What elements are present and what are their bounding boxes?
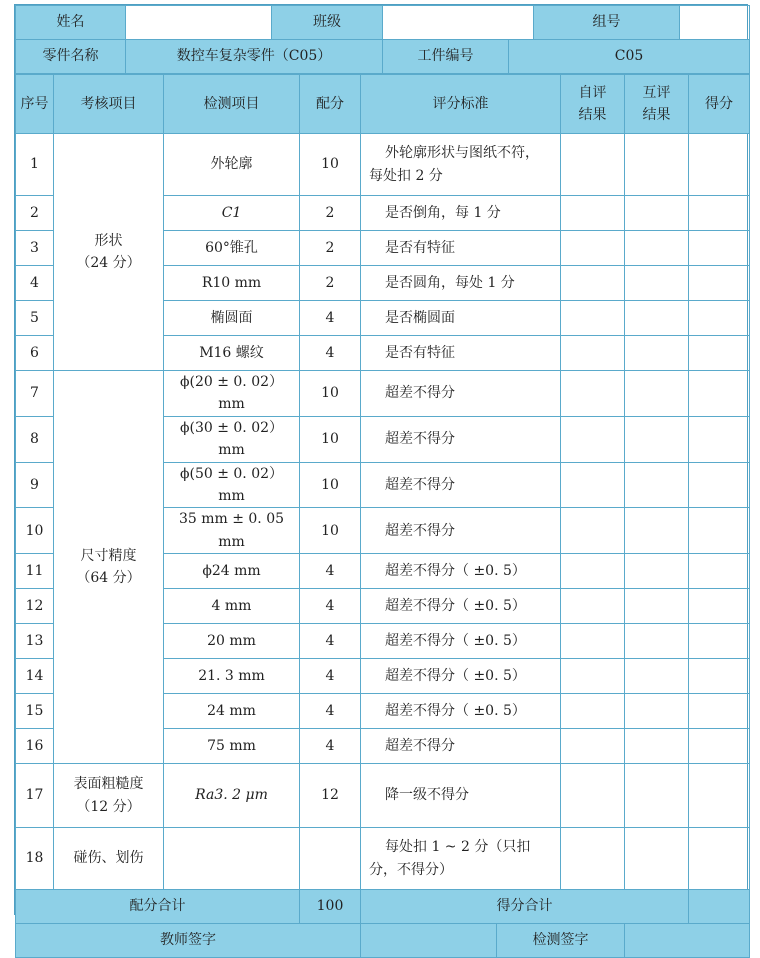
got-score-cell[interactable] <box>689 624 750 659</box>
got-score-cell[interactable] <box>689 508 750 554</box>
teacher-sign-field[interactable] <box>361 924 497 958</box>
got-score-cell[interactable] <box>689 416 750 462</box>
mutual-result-cell[interactable] <box>625 371 689 417</box>
row-detect: R10 mm <box>164 266 300 301</box>
mutual-result-cell[interactable] <box>625 508 689 554</box>
got-score-cell[interactable] <box>689 196 750 231</box>
row-score: 12 <box>300 764 361 828</box>
row-criteria: 超差不得分（ ±0. 5） <box>361 624 561 659</box>
group-damage: 碰伤、划伤 <box>54 828 164 890</box>
row-criteria: 降一级不得分 <box>361 764 561 828</box>
self-result-cell[interactable] <box>561 624 625 659</box>
self-result-cell[interactable] <box>561 729 625 764</box>
row-detect: 24 mm <box>164 694 300 729</box>
got-score-cell[interactable] <box>689 828 750 890</box>
self-result-cell[interactable] <box>561 266 625 301</box>
row-criteria: 是否倒角，每 1 分 <box>361 196 561 231</box>
mutual-result-cell[interactable] <box>625 764 689 828</box>
col-mutual-line1: 互评 <box>642 84 671 101</box>
teacher-sign-label: 教师签字 <box>16 924 361 958</box>
col-mutual-line2: 结果 <box>642 107 671 123</box>
row-criteria: 是否圆角，每处 1 分 <box>361 266 561 301</box>
group-label: 组号 <box>534 6 680 40</box>
group-rough-points: （12 分） <box>76 798 141 815</box>
mutual-result-cell[interactable] <box>625 624 689 659</box>
row-seq: 4 <box>16 266 54 301</box>
row-detect: 35 mm ± 0. 05 mm <box>164 508 300 554</box>
col-seq: 序号 <box>16 75 54 134</box>
row-detect: ϕ24 mm <box>164 554 300 589</box>
part-name-label: 零件名称 <box>16 40 126 74</box>
row-criteria-line1: 每处扣 1 ~ 2 分（只扣 <box>385 839 531 856</box>
mutual-result-cell[interactable] <box>625 589 689 624</box>
got-score-cell[interactable] <box>689 231 750 266</box>
group-rough-name: 表面粗糙度 <box>73 776 144 793</box>
group-dim <box>54 371 164 764</box>
row-criteria: 是否椭圆面 <box>361 301 561 336</box>
row-criteria-line1: 外轮廓形状与图纸不符， <box>385 145 539 162</box>
got-score-cell[interactable] <box>689 554 750 589</box>
row-score: 2 <box>300 231 361 266</box>
row-criteria: 超差不得分（ ±0. 5） <box>361 589 561 624</box>
row-criteria: 超差不得分（ ±0. 5） <box>361 694 561 729</box>
self-result-cell[interactable] <box>561 416 625 462</box>
col-item: 考核项目 <box>54 75 164 134</box>
row-score: 10 <box>300 134 361 196</box>
score-table <box>15 74 750 958</box>
row-seq: 11 <box>16 554 54 589</box>
group-dim-name: 尺寸精度 <box>80 547 137 564</box>
got-score-cell[interactable] <box>689 371 750 417</box>
row-criteria: 超差不得分 <box>361 371 561 417</box>
row-seq: 8 <box>16 416 54 462</box>
col-self-line1: 自评 <box>578 84 607 101</box>
col-score: 配分 <box>300 75 361 134</box>
got-score-cell[interactable] <box>689 266 750 301</box>
got-score-cell[interactable] <box>689 729 750 764</box>
self-result-cell[interactable] <box>561 828 625 890</box>
group-field[interactable] <box>680 6 750 40</box>
row-detect: ϕ(30 ± 0. 02）mm <box>164 416 300 462</box>
name-field[interactable] <box>126 6 272 40</box>
got-total-field[interactable] <box>689 890 750 924</box>
mutual-result-cell[interactable] <box>625 462 689 508</box>
got-score-cell[interactable] <box>689 659 750 694</box>
row-score: 10 <box>300 416 361 462</box>
mutual-result-cell[interactable] <box>625 694 689 729</box>
row-seq: 10 <box>16 508 54 554</box>
self-result-cell[interactable] <box>561 508 625 554</box>
self-result-cell[interactable] <box>561 462 625 508</box>
got-score-cell[interactable] <box>689 301 750 336</box>
group-shape-points: （24 分） <box>76 255 141 271</box>
row-seq: 15 <box>16 694 54 729</box>
row-seq: 5 <box>16 301 54 336</box>
row-seq: 12 <box>16 589 54 624</box>
table-row <box>16 371 750 417</box>
row-score: 4 <box>300 554 361 589</box>
name-label: 姓名 <box>16 6 126 40</box>
row-criteria: 超差不得分 <box>361 462 561 508</box>
mutual-result-cell[interactable] <box>625 196 689 231</box>
self-result-cell[interactable] <box>561 554 625 589</box>
row-detect: 75 mm <box>164 729 300 764</box>
col-self <box>561 75 625 134</box>
work-no-value: C05 <box>509 40 750 74</box>
row-criteria: 超差不得分 <box>361 508 561 554</box>
row-seq: 1 <box>16 134 54 196</box>
signature-row <box>16 924 750 958</box>
table-row <box>16 134 750 196</box>
row-criteria: 超差不得分 <box>361 729 561 764</box>
mutual-result-cell[interactable] <box>625 554 689 589</box>
group-dim-points: （64 分） <box>76 570 141 587</box>
self-result-cell[interactable] <box>561 764 625 828</box>
row-criteria: 超差不得分 <box>361 416 561 462</box>
row-score: 10 <box>300 371 361 417</box>
group-shape <box>54 134 164 371</box>
row-detect: 4 mm <box>164 589 300 624</box>
row-criteria <box>361 828 561 890</box>
col-got: 得分 <box>689 75 750 134</box>
row-score: 4 <box>300 694 361 729</box>
mutual-result-cell[interactable] <box>625 729 689 764</box>
self-result-cell[interactable] <box>561 371 625 417</box>
col-criteria: 评分标准 <box>361 75 561 134</box>
self-result-cell[interactable] <box>561 589 625 624</box>
row-score: 4 <box>300 336 361 371</box>
row-criteria: 超差不得分（ ±0. 5） <box>361 554 561 589</box>
col-mutual <box>625 75 689 134</box>
row-seq: 16 <box>16 729 54 764</box>
row-seq: 2 <box>16 196 54 231</box>
got-score-cell[interactable] <box>689 462 750 508</box>
self-result-cell[interactable] <box>561 301 625 336</box>
mutual-result-cell[interactable] <box>625 416 689 462</box>
row-detect-text: Ra3. 2 μm <box>195 787 268 804</box>
mutual-result-cell[interactable] <box>625 231 689 266</box>
row-score: 10 <box>300 508 361 554</box>
row-detect: ϕ(20 ± 0. 02）mm <box>164 371 300 417</box>
got-score-cell[interactable] <box>689 764 750 828</box>
row-score: 4 <box>300 624 361 659</box>
row-criteria-line2: 分，不得分） <box>369 861 453 878</box>
header-table <box>15 5 750 74</box>
inspect-sign-field[interactable] <box>625 924 750 958</box>
row-score: 2 <box>300 266 361 301</box>
got-score-cell[interactable] <box>689 694 750 729</box>
group-rough <box>54 764 164 828</box>
got-score-cell[interactable] <box>689 134 750 196</box>
totals-row <box>16 890 750 924</box>
table-row <box>16 764 750 828</box>
row-score: 10 <box>300 462 361 508</box>
col-self-line2: 结果 <box>578 107 607 123</box>
total-score-label: 配分合计 <box>16 890 300 924</box>
row-seq: 14 <box>16 659 54 694</box>
mutual-result-cell[interactable] <box>625 659 689 694</box>
row-detect <box>164 196 300 231</box>
self-result-cell[interactable] <box>561 694 625 729</box>
got-score-cell[interactable] <box>689 589 750 624</box>
row-detect <box>164 764 300 828</box>
row-detect: M16 螺纹 <box>164 336 300 371</box>
got-total-label: 得分合计 <box>361 890 689 924</box>
row-score: 4 <box>300 729 361 764</box>
row-score <box>300 828 361 890</box>
row-score: 4 <box>300 301 361 336</box>
got-score-cell[interactable] <box>689 336 750 371</box>
inspect-sign-label: 检测签字 <box>497 924 625 958</box>
row-seq: 18 <box>16 828 54 890</box>
col-detect: 检测项目 <box>164 75 300 134</box>
row-score: 2 <box>300 196 361 231</box>
row-detect: ϕ(50 ± 0. 02）mm <box>164 462 300 508</box>
self-result-cell[interactable] <box>561 196 625 231</box>
row-detect-text: C1 <box>221 204 242 221</box>
self-result-cell[interactable] <box>561 659 625 694</box>
row-detect: 外轮廓 <box>164 134 300 196</box>
row-criteria: 是否有特征 <box>361 231 561 266</box>
mutual-result-cell[interactable] <box>625 134 689 196</box>
self-result-cell[interactable] <box>561 231 625 266</box>
mutual-result-cell[interactable] <box>625 301 689 336</box>
total-score-value: 100 <box>300 890 361 924</box>
row-criteria <box>361 134 561 196</box>
row-criteria: 超差不得分（ ±0. 5） <box>361 659 561 694</box>
row-score: 4 <box>300 659 361 694</box>
row-score: 4 <box>300 589 361 624</box>
table-row <box>16 828 750 890</box>
part-name-value: 数控车复杂零件（C05） <box>126 40 383 74</box>
class-label: 班级 <box>272 6 383 40</box>
row-seq: 3 <box>16 231 54 266</box>
row-detect: 21. 3 mm <box>164 659 300 694</box>
row-detect <box>164 828 300 890</box>
mutual-result-cell[interactable] <box>625 336 689 371</box>
class-field[interactable] <box>383 6 534 40</box>
row-criteria: 是否有特征 <box>361 336 561 371</box>
self-result-cell[interactable] <box>561 134 625 196</box>
row-seq: 13 <box>16 624 54 659</box>
self-result-cell[interactable] <box>561 336 625 371</box>
row-criteria-line2: 每处扣 2 分 <box>369 167 443 184</box>
group-shape-name: 形状 <box>94 232 123 249</box>
row-seq: 9 <box>16 462 54 508</box>
row-seq: 7 <box>16 371 54 417</box>
row-detect: 60°锥孔 <box>164 231 300 266</box>
score-sheet <box>14 4 748 949</box>
row-detect: 椭圆面 <box>164 301 300 336</box>
row-seq: 17 <box>16 764 54 828</box>
mutual-result-cell[interactable] <box>625 828 689 890</box>
mutual-result-cell[interactable] <box>625 266 689 301</box>
work-no-label: 工件编号 <box>383 40 509 74</box>
row-seq: 6 <box>16 336 54 371</box>
row-detect: 20 mm <box>164 624 300 659</box>
